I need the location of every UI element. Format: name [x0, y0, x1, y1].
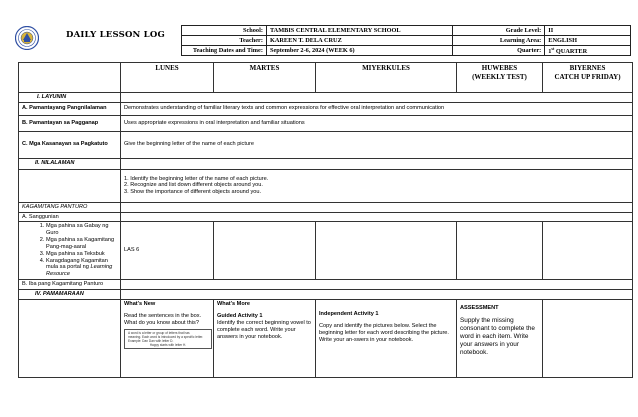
activity-wednesday-text: Copy and identify the pictures below. Select the beginning letter for each word describing the picture. Write your an-swers in your notebook.: [319, 323, 449, 343]
iba-pang-kagamitan-content: [121, 279, 633, 289]
teacher-value: KAREEN T. DELA CRUZ: [266, 36, 452, 46]
activity-monday-example-box: A word is a letter or group of letters that has meaning. Each word is introduced by a specific letter. Example: Dan Dan with letter D. Happy starts with letter H.: [124, 329, 212, 349]
activity-wednesday-title: Independent Activity 1: [319, 310, 379, 317]
kasanayan-label: C. Mga Kasanayan sa Pagkatuto: [19, 131, 121, 158]
learning-area-value: ENGLISH: [545, 36, 631, 46]
resources-list: [19, 222, 121, 280]
sanggunian-label: A. Sanggunian: [19, 212, 121, 222]
activity-friday: [543, 299, 633, 377]
activity-tuesday-subtitle: Guided Activity 1: [217, 313, 263, 320]
resource-value-monday: LAS 6: [121, 222, 214, 280]
deped-seal-logo: [15, 26, 39, 50]
resource-item-4: 4. Karagdagang Kagamitan mula sa portal ng Learning Resource: [46, 258, 117, 278]
grade-level-value: II: [545, 26, 631, 36]
resource-cell-tuesday: [214, 222, 316, 280]
day-header-wednesday: MIYERKULES: [316, 63, 457, 93]
objective-1: 1. Identify the beginning letter of the name of each picture.: [124, 175, 269, 182]
section-kagamitang-panturo: KAGAMITANG PANTURO: [19, 202, 121, 212]
pamantayang-pangnilalaman-value: Demonstrates understanding of familiar literary texts and common expressions for effective oral interpretation and communication: [121, 102, 633, 115]
activity-thursday-text: Supply the missing consonant to complete the word in each item. Write your answers in your notebook.: [460, 317, 535, 356]
activities-label-cell: [19, 299, 121, 377]
objective-3: 3. Show the importance of different objects around you.: [124, 189, 262, 196]
resource-cell-thursday: [457, 222, 543, 280]
activity-tuesday-text: Identify the correct beginning vowel to complete each word. Write your answers in your notebook.: [217, 320, 311, 340]
grade-level-label: Grade Level:: [452, 26, 545, 36]
activity-tuesday-title: What's More: [217, 300, 251, 307]
resource-item-2: 2. Mga pahina sa Kagamitang Pang-mag-aaral: [46, 237, 117, 251]
day-header-tuesday: MARTES: [214, 63, 316, 93]
nilalaman-content: [121, 158, 633, 169]
pamantayan-sa-pagganap-label: B. Pamantayan sa Pagganap: [19, 115, 121, 131]
page-title: DAILY LESSON LOG: [66, 30, 165, 40]
resource-item-1: 1. Mga pahina sa Gabay ng Guro: [46, 223, 117, 237]
header-info-table: [181, 25, 631, 56]
school-value: TAMBIS CENTRAL ELEMENTARY SCHOOL: [266, 26, 452, 36]
teacher-label: Teacher:: [182, 36, 267, 46]
lesson-log-table: [18, 62, 633, 378]
quarter-value: 1st QUARTER: [545, 46, 631, 56]
activity-monday-title: What's New: [124, 300, 156, 307]
day-header-monday: LUNES: [121, 63, 214, 93]
resource-item-3: 3. Mga pahina sa Teksbuk: [46, 251, 117, 258]
day-header-thursday: HUWEBES (WEEKLY TEST): [457, 63, 543, 93]
objective-2: 2. Recognize and list down different objects around you.: [124, 182, 263, 189]
school-label: School:: [182, 26, 267, 36]
corner-cell: [19, 63, 121, 93]
teaching-dates-label: Teaching Dates and Time:: [182, 46, 267, 56]
resource-cell-friday: [543, 222, 633, 280]
activity-tuesday: [214, 299, 316, 377]
layunin-content: [121, 93, 633, 103]
teaching-dates-value: September 2-6, 2024 (WEEK 6): [266, 46, 452, 56]
activity-monday-text: Read the sentences in the box. What do you know about this?: [124, 313, 202, 327]
day-header-friday: BIYERNES CATCH UP FRIDAY): [543, 63, 633, 93]
activity-monday: [121, 299, 214, 377]
pamantayang-pangnilalaman-label: A. Pamantayang Pangnilalaman: [19, 102, 121, 115]
kasanayan-value: Give the beginning letter of the name of each picture: [121, 131, 633, 158]
objectives-label-cell: [19, 169, 121, 202]
pamantayan-sa-pagganap-value: Uses appropriate expressions in oral interpretation and familiar situations: [121, 115, 633, 131]
section-nilalaman: II. NILALAMAN: [19, 158, 121, 169]
activity-thursday-title: ASSESSMENT: [460, 304, 499, 311]
section-layunin: I. LAYUNIN: [19, 93, 121, 103]
iba-pang-kagamitan-label: B. Iba pang Kagamitang Panturo: [19, 279, 121, 289]
section-pamamaraan: IV. PAMAMARAAN: [19, 289, 121, 299]
resource-cell-wednesday: [316, 222, 457, 280]
objectives-list: [121, 169, 633, 202]
learning-area-label: Learning Area:: [452, 36, 545, 46]
quarter-label: Quarter:: [452, 46, 545, 56]
kagamitan-content: [121, 202, 633, 212]
activity-thursday: [457, 299, 543, 377]
pamamaraan-content: [121, 289, 633, 299]
sanggunian-content: [121, 212, 633, 222]
activity-wednesday: [316, 299, 457, 377]
